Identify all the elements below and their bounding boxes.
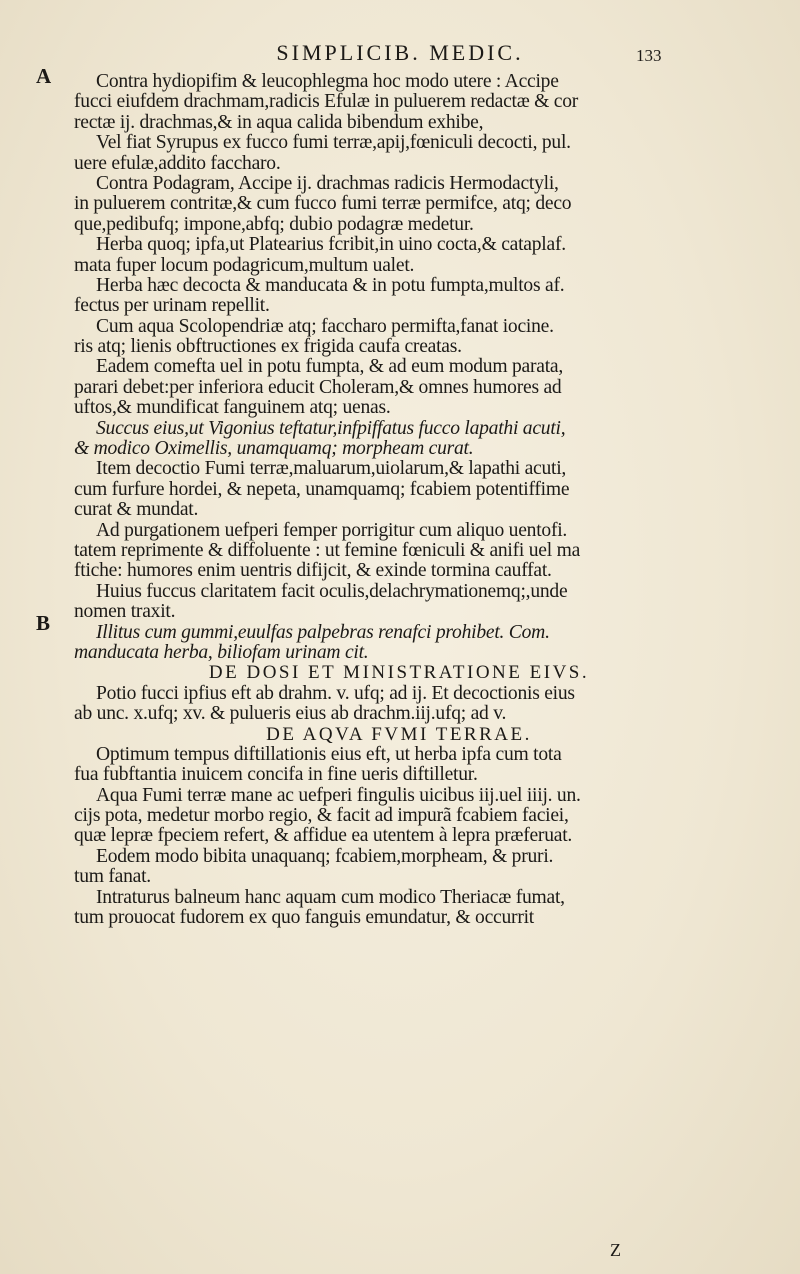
text-line: rectæ ij. drachmas,& in aqua calida bibendum exhibe,	[74, 111, 484, 133]
text-line: parari debet:per inferiora educit Choleram,& omnes humores ad	[74, 376, 562, 398]
text-line: uere efulæ,addito faccharo.	[74, 152, 281, 174]
text-line: mata fuper locum podagricum,multum ualet.	[74, 254, 415, 276]
text-line: Eodem modo bibita unaquanq; fcabiem,morpheam, & pruri.	[96, 845, 554, 867]
text-line: in puluerem contritæ,& cum fucco fumi terræ permifce, atq; deco	[74, 193, 572, 215]
text-line: ris atq; lienis obftructiones ex frigida caufa creatas.	[74, 336, 462, 358]
text-line: Herba hæc decocta & manducata & in potu fumpta,multos af.	[96, 274, 565, 296]
text-line: Optimum tempus diftillationis eius eft, ut herba ipfa cum tota	[96, 743, 562, 765]
text-line: Eadem comefta uel in potu fumpta, & ad eum modum parata,	[96, 356, 563, 378]
text-line: Intraturus balneum hanc aquam cum modico Theriacæ fumat,	[96, 886, 565, 908]
text-line: manducata herba, biliofam urinam cit.	[74, 641, 369, 663]
running-title: SIMPLICIB. MEDIC.	[276, 40, 524, 65]
text-line: ftiche: humores enim uentris difijcit, & exinde tormina cauffat.	[74, 560, 552, 582]
text-block	[74, 72, 724, 928]
text-line: Herba quoq; ipfa,ut Platearius fcribit,in uino cocta,& cataplaf.	[96, 234, 566, 256]
section-heading: DE AQVA FVMI TERRAE.	[266, 723, 532, 745]
text-line: fucci eiufdem drachmam,radicis Efulæ in puluerem redactæ & cor	[74, 91, 579, 113]
page-number: 133	[636, 46, 662, 65]
text-line: Aqua Fumi terræ mane ac uefperi fingulis uicibus iij.uel iiij. un.	[96, 784, 581, 806]
text-line: & modico Oximellis, unamquamq; morpheam curat.	[74, 438, 474, 460]
text-line: curat & mundat.	[74, 499, 199, 521]
margin-letter-a: A	[36, 64, 52, 88]
text-line: ab unc. x.ufq; xv. & pulueris eius ab drachm.iij.ufq; ad v.	[74, 703, 507, 725]
text-line: Ad purgationem uefperi femper porrigitur cum aliquo uentofi.	[96, 519, 568, 541]
text-line: Huius fuccus claritatem facit oculis,delachrymationemq;,unde	[96, 580, 568, 602]
text-line: fectus per urinam repellit.	[74, 295, 270, 317]
text-line: que,pedibufq; impone,abfq; dubio podagræ medetur.	[74, 213, 474, 235]
text-line: Succus eius,ut Vigonius teftatur,infpiffatus fucco lapathi acuti,	[96, 417, 566, 439]
text-line: uftos,& mundificat fanguinem atq; uenas.	[74, 397, 391, 419]
text-line: cum furfure hordei, & nepeta, unamquamq; fcabiem potentiffime	[74, 478, 570, 500]
text-line: Item decoctio Fumi terræ,maluarum,uiolarum,& lapathi acuti,	[96, 458, 567, 480]
margin-letter-b: B	[36, 611, 51, 635]
text-line: nomen traxit.	[74, 601, 176, 623]
text-line: tum fanat.	[74, 866, 151, 888]
text-line: tatem reprimente & diffoluente : ut femine fœniculi & anifi uel ma	[74, 539, 581, 561]
catchword: Z	[610, 1240, 621, 1260]
text-line: Illitus cum gummi,euulfas palpebras renafci prohibet. Com.	[96, 621, 550, 643]
text-line: Contra hydiopifim & leucophlegma hoc modo utere : Accipe	[96, 71, 559, 92]
text-line: Contra Podagram, Accipe ij. drachmas radicis Hermodactyli,	[96, 172, 559, 194]
section-heading: DE DOSI ET MINISTRATIONE EIVS.	[208, 662, 590, 684]
text-line: quæ lepræ fpeciem refert, & affidue ea utentem à lepra præferuat.	[74, 825, 573, 847]
text-line: Cum aqua Scolopendriæ atq; faccharo permifta,fanat iocine.	[96, 315, 554, 337]
text-line: tum prouocat fudorem ex quo fanguis emundatur, & occurrit	[74, 907, 534, 929]
text-line: Potio fucci ipfius eft ab drahm. v. ufq; ad ij. Et decoctionis eius	[96, 682, 575, 704]
text-line: fua fubftantia inuicem concifa in fine ueris diftilletur.	[74, 764, 478, 786]
text-line: cijs pota, medetur morbo regio, & facit ad impurã fcabiem faciei,	[74, 805, 569, 827]
text-line: Vel fiat Syrupus ex fucco fumi terræ,apij,fœniculi decocti, pul.	[96, 132, 571, 154]
